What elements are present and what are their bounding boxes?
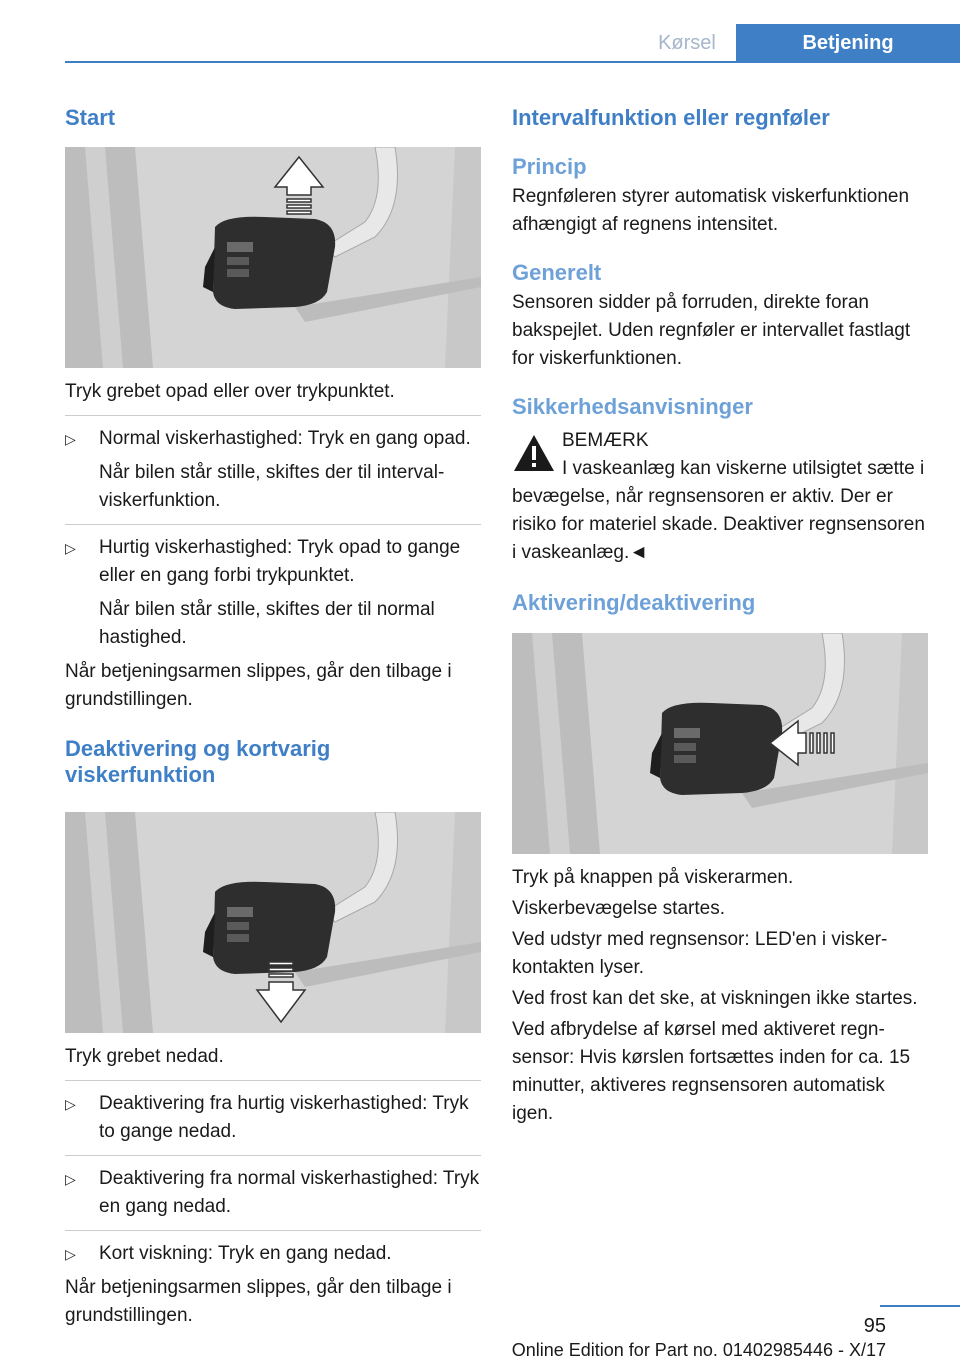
figure-lever-down (65, 812, 481, 1033)
start-list (65, 425, 481, 515)
tab-section[interactable]: Betjening (736, 24, 960, 62)
list-item-text: Normal viskerhastighed: Tryk en gang opad. (99, 428, 471, 449)
heading-start: Start (65, 105, 116, 130)
heading-interval: Intervalfunktion eller regnføler (512, 105, 830, 130)
deactivate-intro: Tryk grebet nedad. (65, 1046, 224, 1067)
triangle-bullet-icon: ▷ (65, 1171, 76, 1187)
list-item (65, 1090, 481, 1146)
tab-chapter[interactable]: Kørsel (638, 24, 736, 62)
lever-button-illustration (512, 633, 928, 854)
list-item-text: Kort viskning: Tryk en gang nedad. (99, 1243, 392, 1264)
list-item-note: Når bilen står stille, skiftes der til normal hastighed. (99, 599, 435, 648)
right-column (512, 100, 930, 1128)
start-intro: Tryk grebet opad eller over trykpunktet. (65, 381, 395, 402)
start-outro: Når betjeningsarmen slippes, går den tilbage i grundstillingen. (65, 661, 452, 710)
header-tabs (638, 24, 960, 62)
deactivate-list-2 (65, 1165, 481, 1221)
list-item-text: Deaktivering fra hurtig viskerhastighed: Tryk to gange nedad. (99, 1093, 469, 1142)
warning-triangle-icon (512, 433, 556, 473)
warning-block (512, 427, 930, 455)
activation-line: Tryk på knappen på viskerarmen. (512, 867, 794, 888)
deactivate-outro: Når betjeningsarmen slippes, går den tilbage i grundstillingen. (65, 1277, 452, 1326)
heading-principle: Princip (512, 154, 587, 179)
warning-text: I vaskeanlæg kan viskerne utilsigtet sætte i bevægelse, når regnsensoren er aktiv. Der er risiko for materiel skade. Deaktiver regnsensoren i vaskeanlæg.◄ (512, 458, 925, 563)
warning-label: BEMÆRK (562, 430, 649, 451)
page-number: 95 (863, 1315, 886, 1337)
left-column (65, 100, 481, 1330)
lever-down-illustration (65, 812, 481, 1033)
list-item (65, 425, 481, 515)
triangle-bullet-icon: ▷ (65, 1096, 76, 1112)
list-item (65, 1165, 481, 1221)
edition-footer: Online Edition for Part no. 01402985446 - X/17 (511, 1340, 886, 1360)
heading-general: Generelt (512, 260, 602, 285)
heading-deactivate: Deaktivering og kortvarig viskerfunktion (65, 736, 331, 787)
divider (65, 524, 481, 525)
list-item (65, 534, 481, 652)
triangle-bullet-icon: ▷ (65, 431, 76, 447)
triangle-bullet-icon: ▷ (65, 1246, 76, 1262)
deactivate-list-3 (65, 1240, 481, 1268)
activation-line: Ved afbrydelse af kørsel med aktiveret regnsensor: Hvis kørslen fortsættes inden for ca. 15 minutter, aktiveres regnsensoren automatisk igen. (512, 1019, 911, 1124)
divider (65, 415, 481, 416)
figure-lever-up (65, 147, 481, 368)
list-item-text: Deaktivering fra normal viskerhastighed: Tryk en gang nedad. (99, 1168, 480, 1217)
heading-safety: Sikkerhedsanvisninger (512, 394, 753, 419)
list-item-text: Hurtig viskerhastighed: Tryk opad to gange eller en gang forbi trykpunktet. (99, 537, 461, 586)
divider (65, 1230, 481, 1231)
heading-activation: Aktivering/deaktivering (512, 590, 756, 615)
figure-lever-button (512, 633, 928, 854)
lever-up-illustration (65, 147, 481, 368)
deactivate-list (65, 1090, 481, 1146)
divider (65, 1155, 481, 1156)
footer-rule (880, 1305, 960, 1307)
activation-line: Ved frost kan det ske, at viskningen ikke startes. (512, 988, 918, 1009)
activation-line: Ved udstyr med regnsensor: LED'en i viskerkontakten lyser. (512, 929, 888, 978)
activation-line: Viskerbevægelse startes. (512, 898, 725, 919)
list-item (65, 1240, 481, 1268)
list-item-note: Når bilen står stille, skiftes der til intervalviskerfunktion. (99, 462, 445, 511)
general-text: Sensoren sidder på forruden, direkte foran bakspejlet. Uden regnføler er intervallet fastlagt for viskerfunktionen. (512, 292, 911, 369)
principle-text: Regnføleren styrer automatisk viskerfunktionen afhængigt af regnens intensitet. (512, 186, 910, 235)
divider (65, 1080, 481, 1081)
header-rule (65, 61, 960, 63)
triangle-bullet-icon: ▷ (65, 540, 76, 556)
start-list-2 (65, 534, 481, 652)
